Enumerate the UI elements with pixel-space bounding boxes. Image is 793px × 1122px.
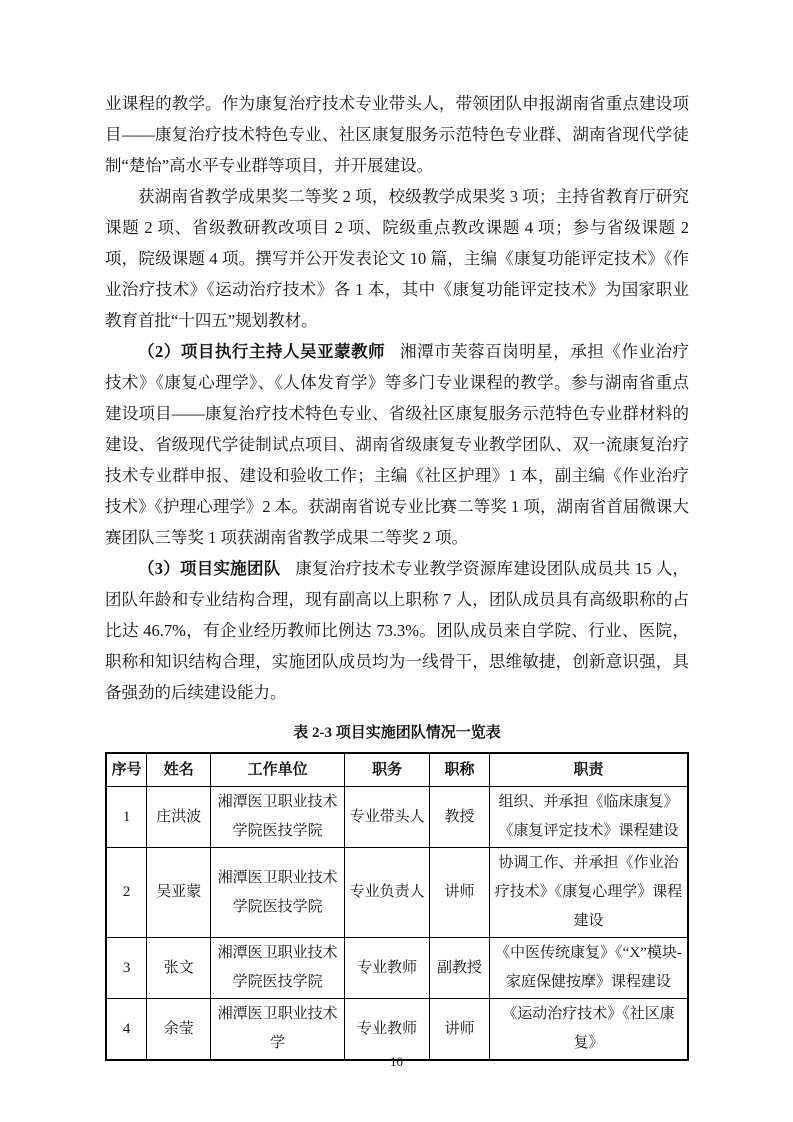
cell-duty: 协调工作、并承担《作业治疗技术》《康复心理学》课程建设 — [490, 848, 688, 938]
cell-name: 余莹 — [147, 999, 211, 1061]
cell-position: 专业教师 — [345, 999, 430, 1061]
cell-name: 张文 — [147, 938, 211, 999]
cell-duty: 组织、并承担《临床康复》《康复评定技术》课程建设 — [490, 787, 688, 848]
header-cell-title: 职称 — [430, 753, 490, 787]
cell-index: 1 — [106, 787, 147, 848]
body-paragraph-1: 业课程的教学。作为康复治疗技术专业带头人，带领团队申报湖南省重点建设项目——康复治疗技术特色专业、社区康复服务示范特色专业群、湖南省现代学徒制“楚怡”高水平专业群等项目，并开展建设。 — [105, 94, 689, 175]
cell-title: 讲师 — [430, 999, 490, 1061]
cell-workunit: 湘潭医卫职业技术学 — [211, 999, 345, 1061]
table-row — [106, 938, 688, 999]
cell-position: 专业教师 — [345, 938, 430, 999]
cell-name: 庄洪波 — [147, 787, 211, 848]
page-number: 10 — [390, 1054, 403, 1069]
cell-duty: 《运动治疗技术》《社区康复》 — [490, 999, 688, 1061]
cell-position: 专业带头人 — [345, 787, 430, 848]
header-cell-duty: 职责 — [490, 753, 688, 787]
team-table — [105, 752, 689, 1061]
cell-position: 专业负责人 — [345, 848, 430, 938]
table-row — [106, 999, 688, 1061]
cell-title: 讲师 — [430, 848, 490, 938]
body-paragraph-4 — [105, 553, 689, 708]
cell-index: 4 — [106, 999, 147, 1061]
table-caption: 表 2-3 项目实施团队情况一览表 — [293, 725, 501, 741]
paragraph-4-heading: （3）项目实施团队 — [138, 559, 281, 578]
cell-workunit: 湘潭医卫职业技术学院医技学院 — [211, 848, 345, 938]
table-header-row — [106, 753, 688, 787]
body-paragraph-3 — [105, 336, 689, 553]
header-cell-position: 职务 — [345, 753, 430, 787]
paragraph-4-text: 康复治疗技术专业教学资源库建设团队成员共 15 人，团队年龄和专业结构合理，现有副高以上职称 7 人，团队成员具有高级职称的占比达 46.7%，有企业经历教师比例达 73.3%。团队成员来自学院、行业、医院，职称和知识结构合理，实施团队成员均为一线骨干，思维敏捷，创新意识强，具备强劲的后续建设能力。 — [105, 559, 690, 702]
body-paragraph-2: 获湖南省教学成果奖二等奖 2 项，校级教学成果奖 3 项；主持省教育厅研究课题 2 项、省级教研教改项目 2 项、院级重点教改课题 4 项；参与省级课题 2 项，院级课题 4 项。撰写并公开发表论文 10 篇，主编《康复功能评定技术》《作业治疗技术》《运动治疗技术》各 1 本，其中《康复功能评定技术》为国家职业教育首批“十四五”规划教材。 — [105, 187, 689, 330]
header-cell-workunit: 工作单位 — [211, 753, 345, 787]
cell-workunit: 湘潭医卫职业技术学院医技学院 — [211, 787, 345, 848]
cell-title: 教授 — [430, 787, 490, 848]
cell-index: 3 — [106, 938, 147, 999]
cell-workunit: 湘潭医卫职业技术学院医技学院 — [211, 938, 345, 999]
cell-duty: 《中医传统康复》《“X”模块-家庭保健按摩》课程建设 — [490, 938, 688, 999]
table-row — [106, 848, 688, 938]
header-cell-index: 序号 — [106, 753, 147, 787]
paragraph-3-text: 湘潭市芙蓉百岗明星，承担《作业治疗技术》《康复心理学》、《人体发育学》等多门专业课程的教学。参与湖南省重点建设项目——康复治疗技术特色专业、省级社区康复服务示范特色专业群材料的建设、省级现代学徒制试点项目、湖南省级康复专业教学团队、双一流康复治疗技术专业群申报、建设和验收工作；主编《社区护理》1 本，副主编《作业治疗技术》《护理心理学》2 本。获湖南省说专业比赛二等奖 1 项，湖南省首届微课大赛团队三等奖 1 项获湖南省教学成果二等奖 2 项。 — [105, 342, 690, 547]
cell-index: 2 — [106, 848, 147, 938]
cell-name: 吴亚蒙 — [147, 848, 211, 938]
paragraph-3-heading: （2）项目执行主持人吴亚蒙教师 — [138, 342, 386, 361]
cell-title: 副教授 — [430, 938, 490, 999]
table-row — [106, 787, 688, 848]
header-cell-name: 姓名 — [147, 753, 211, 787]
